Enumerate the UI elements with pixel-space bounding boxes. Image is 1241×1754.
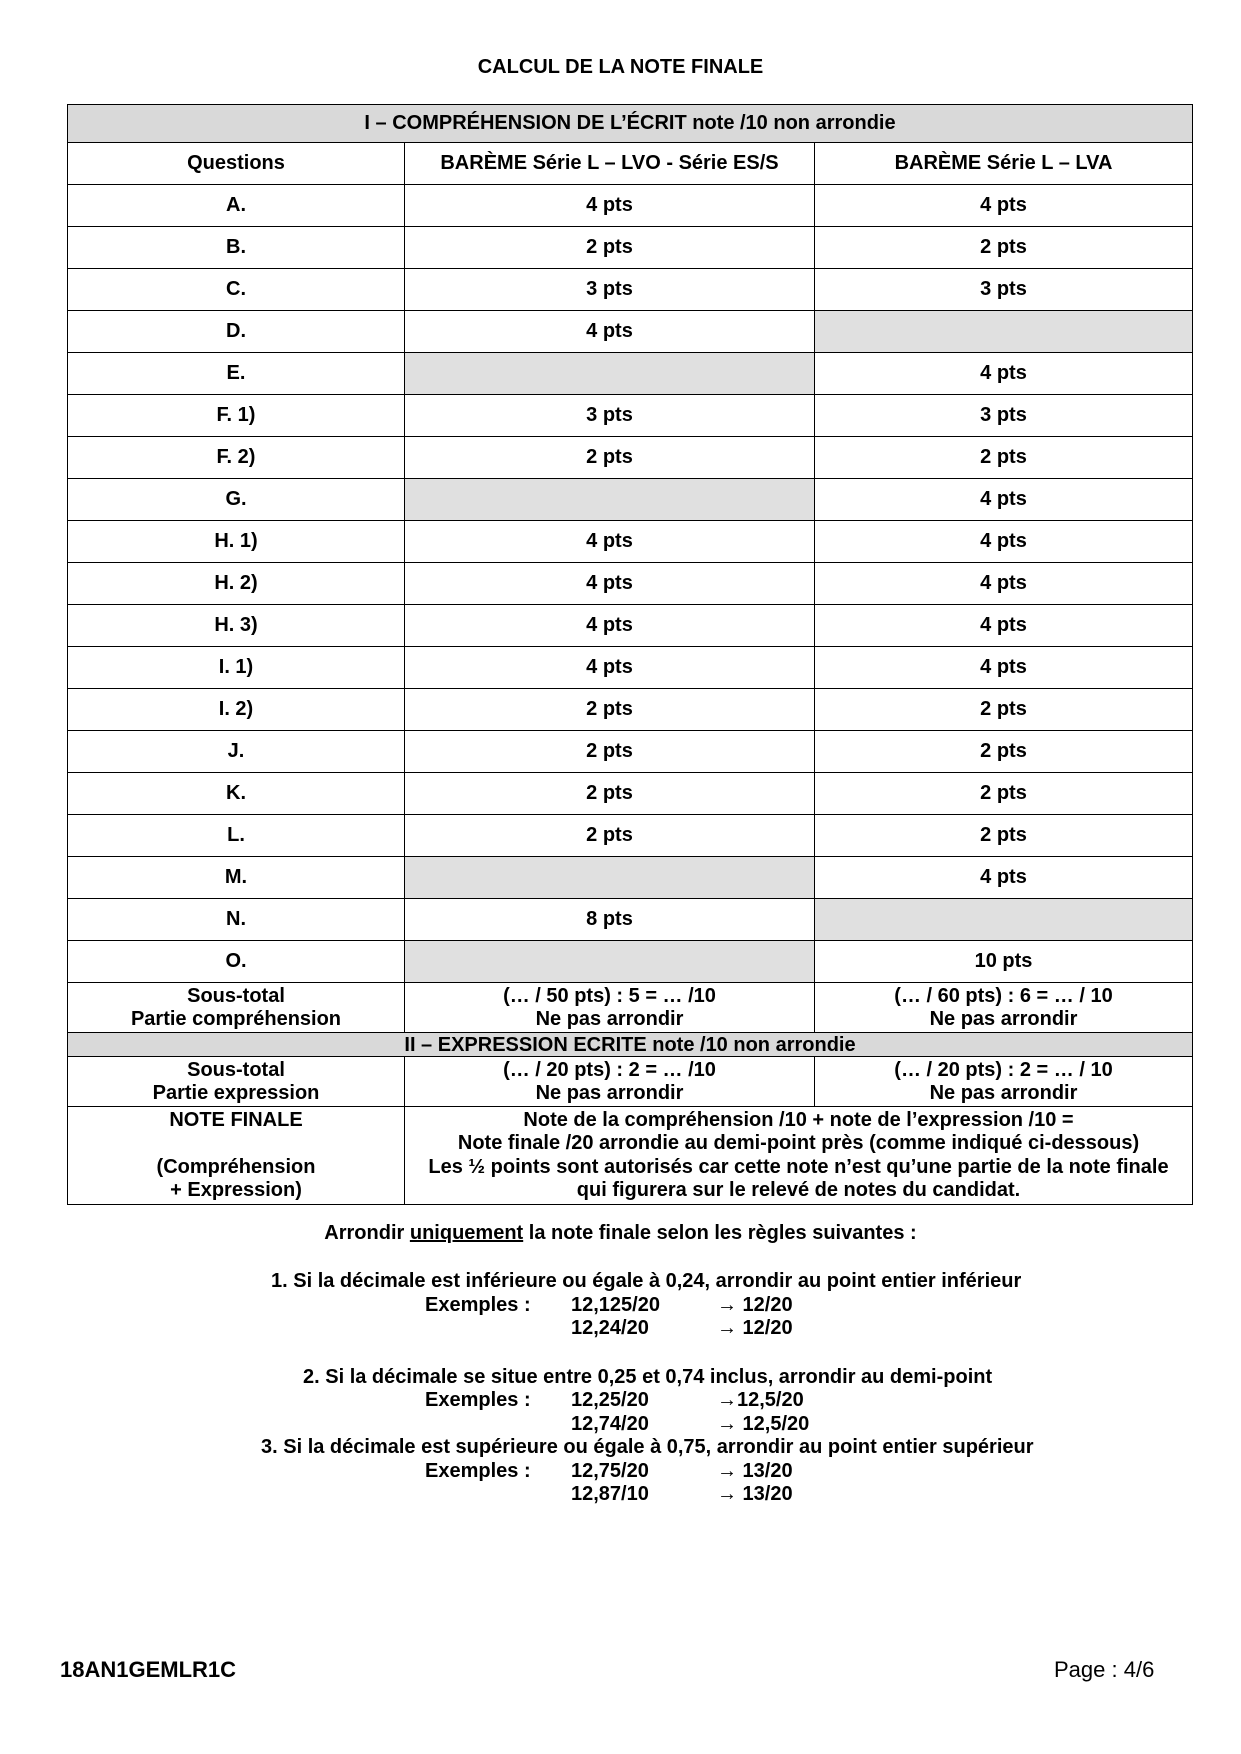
subtotal-expression-lva xyxy=(815,1057,1193,1107)
final-label-line-1: NOTE FINALE xyxy=(169,1108,303,1131)
table-row xyxy=(68,563,1193,605)
intro-text-after: la note finale selon les règles suivantes : xyxy=(523,1222,917,1244)
table-row xyxy=(68,353,1193,395)
table-row xyxy=(68,815,1193,857)
table-row xyxy=(68,605,1193,647)
lva-points-cell: 2 pts xyxy=(815,689,1193,731)
subtotal-comprehension-lva xyxy=(815,983,1193,1033)
document-code: 18AN1GEMLR1C xyxy=(60,1657,237,1682)
lvo-points-cell: 2 pts xyxy=(405,227,815,269)
question-cell: M. xyxy=(68,857,405,899)
subtotal-comprehension-lva-line-2: Ne pas arrondir xyxy=(929,1007,1078,1030)
rule-2-example-1-result: →12,5/20 xyxy=(717,1389,804,1411)
lvo-points-cell: 4 pts xyxy=(405,605,815,647)
lva-points-cell: 4 pts xyxy=(815,479,1193,521)
subtotal-expression-lvo-line-1: (… / 20 pts) : 2 = … /10 xyxy=(503,1058,716,1081)
question-cell: H. 2) xyxy=(68,563,405,605)
subtotal-comprehension-lvo-line-1: (… / 50 pts) : 5 = … /10 xyxy=(503,984,716,1007)
lvo-points-cell: 2 pts xyxy=(405,689,815,731)
question-cell: H. 1) xyxy=(68,521,405,563)
lvo-points-cell: 4 pts xyxy=(405,521,815,563)
lvo-not-applicable-cell xyxy=(405,479,815,521)
question-cell: I. 2) xyxy=(68,689,405,731)
lvo-points-cell: 8 pts xyxy=(405,899,815,941)
rounding-intro xyxy=(0,1222,1241,1245)
rule-3-text: 3. Si la décimale est supérieure ou égale à 0,75, arrondir au point entier supérieur xyxy=(261,1436,1034,1458)
question-cell: D. xyxy=(68,311,405,353)
intro-text-before: Arrondir xyxy=(324,1222,410,1244)
intro-underlined-word: uniquement xyxy=(409,1222,524,1244)
page-title: CALCUL DE LA NOTE FINALE xyxy=(477,56,764,78)
question-cell: A. xyxy=(68,185,405,227)
question-cell: F. 2) xyxy=(68,437,405,479)
table-row xyxy=(68,647,1193,689)
lvo-points-cell: 2 pts xyxy=(405,773,815,815)
question-cell: F. 1) xyxy=(68,395,405,437)
lva-points-cell: 4 pts xyxy=(815,857,1193,899)
question-cell: N. xyxy=(68,899,405,941)
table-row xyxy=(68,689,1193,731)
lva-points-cell: 4 pts xyxy=(815,185,1193,227)
lva-points-cell: 4 pts xyxy=(815,647,1193,689)
rounding-rules xyxy=(0,1222,1241,1505)
subtotal-comprehension-lvo xyxy=(405,983,815,1033)
table-row xyxy=(68,227,1193,269)
rule-1-example-2-result: → 12/20 xyxy=(717,1317,793,1339)
question-cell: O. xyxy=(68,941,405,983)
subtotal-comprehension-label-line-2: Partie compréhension xyxy=(130,1007,342,1030)
table-row xyxy=(68,773,1193,815)
table-row xyxy=(68,521,1193,563)
table-row xyxy=(68,479,1193,521)
lva-points-cell: 4 pts xyxy=(815,353,1193,395)
subtotal-expression-label-line-2: Partie expression xyxy=(152,1081,320,1104)
lvo-points-cell: 4 pts xyxy=(405,311,815,353)
subtotal-comprehension-label xyxy=(68,983,405,1033)
final-instruction-line-1: Note de la compréhension /10 + note de l’expression /10 = xyxy=(523,1108,1074,1131)
lva-points-cell: 4 pts xyxy=(815,605,1193,647)
lva-points-cell: 4 pts xyxy=(815,521,1193,563)
rule-3-example-2-result: → 13/20 xyxy=(717,1483,793,1505)
table-row xyxy=(68,437,1193,479)
lva-points-cell: 3 pts xyxy=(815,269,1193,311)
section-header-expression xyxy=(68,1033,1193,1057)
rule-2-examples-label: Exemples : xyxy=(425,1389,531,1411)
question-cell: L. xyxy=(68,815,405,857)
rule-1-example-1-value: 12,125/20 xyxy=(571,1294,660,1316)
lvo-not-applicable-cell xyxy=(405,857,815,899)
final-grade-row xyxy=(68,1107,1193,1205)
table-row xyxy=(68,395,1193,437)
rule-3-example-2-value: 12,87/10 xyxy=(571,1483,649,1505)
lvo-points-cell: 4 pts xyxy=(405,563,815,605)
question-cell: H. 3) xyxy=(68,605,405,647)
rule-1-example-1-result: → 12/20 xyxy=(717,1294,793,1316)
lva-not-applicable-cell xyxy=(815,311,1193,353)
lvo-points-cell: 4 pts xyxy=(405,647,815,689)
final-label-line-3: + Expression) xyxy=(170,1179,302,1201)
final-instruction-line-4: qui figurera sur le relevé de notes du candidat. xyxy=(576,1179,1021,1201)
table-row xyxy=(68,731,1193,773)
lvo-not-applicable-cell xyxy=(405,353,815,395)
rule-1-text: 1. Si la décimale est inférieure ou égale à 0,24, arrondir au point entier inférieur xyxy=(271,1270,1022,1292)
subtotal-comprehension-label-line-1: Sous-total xyxy=(187,984,285,1007)
subtotal-comprehension-lva-line-1: (… / 60 pts) : 6 = … / 10 xyxy=(894,984,1113,1007)
lvo-points-cell: 2 pts xyxy=(405,731,815,773)
lva-not-applicable-cell xyxy=(815,899,1193,941)
question-cell: C. xyxy=(68,269,405,311)
table-row xyxy=(68,857,1193,899)
question-cell: J. xyxy=(68,731,405,773)
rule-1-examples-label: Exemples : xyxy=(425,1294,531,1316)
final-label-spacer xyxy=(72,1132,400,1156)
final-grade-label xyxy=(68,1107,405,1205)
lva-points-cell: 2 pts xyxy=(815,227,1193,269)
column-header-row xyxy=(68,143,1193,185)
subtotal-comprehension-lvo-line-2: Ne pas arrondir xyxy=(535,1007,684,1030)
column-header-lvo: BARÈME Série L – LVO - Série ES/S xyxy=(405,143,815,185)
question-cell: G. xyxy=(68,479,405,521)
lva-points-cell: 10 pts xyxy=(815,941,1193,983)
subtotal-expression-lvo xyxy=(405,1057,815,1107)
rule-2-example-2-result: → 12,5/20 xyxy=(717,1413,810,1435)
grading-table xyxy=(67,104,1193,1205)
question-cell: I. 1) xyxy=(68,647,405,689)
lvo-points-cell: 2 pts xyxy=(405,437,815,479)
subtotal-expression-label-line-1: Sous-total xyxy=(187,1058,285,1081)
lvo-not-applicable-cell xyxy=(405,941,815,983)
subtotal-expression-label xyxy=(68,1057,405,1107)
column-header-lva: BARÈME Série L – LVA xyxy=(815,143,1193,185)
final-label-line-2: (Compréhension xyxy=(156,1155,316,1178)
subtotal-expression-lva-line-2: Ne pas arrondir xyxy=(929,1081,1078,1104)
section-header-comprehension xyxy=(68,105,1193,143)
table-row xyxy=(68,269,1193,311)
subtotal-comprehension-row xyxy=(68,983,1193,1033)
rule-2-example-1-value: 12,25/20 xyxy=(571,1389,649,1411)
rule-1-example-2-value: 12,24/20 xyxy=(571,1317,649,1339)
column-header-questions: Questions xyxy=(68,143,405,185)
lva-points-cell: 2 pts xyxy=(815,731,1193,773)
section-title: II – EXPRESSION ECRITE note /10 non arrondie xyxy=(68,1033,1193,1057)
table-row xyxy=(68,899,1193,941)
question-cell: B. xyxy=(68,227,405,269)
final-instruction-line-3: Les ½ points sont autorisés car cette note n’est qu’une partie de la note finale xyxy=(428,1155,1169,1178)
subtotal-expression-lvo-line-2: Ne pas arrondir xyxy=(535,1081,684,1104)
lva-points-cell: 2 pts xyxy=(815,815,1193,857)
question-cell: E. xyxy=(68,353,405,395)
rule-3-examples-label: Exemples : xyxy=(425,1460,531,1482)
final-grade-instructions xyxy=(405,1107,1193,1205)
lva-points-cell: 2 pts xyxy=(815,437,1193,479)
final-instruction-line-2: Note finale /20 arrondie au demi-point près (comme indiqué ci-dessous) xyxy=(457,1132,1140,1154)
lvo-points-cell: 2 pts xyxy=(405,815,815,857)
subtotal-expression-lva-line-1: (… / 20 pts) : 2 = … / 10 xyxy=(894,1058,1113,1081)
lvo-points-cell: 3 pts xyxy=(405,269,815,311)
table-row xyxy=(68,185,1193,227)
lva-points-cell: 4 pts xyxy=(815,563,1193,605)
rule-3-example-1-result: → 13/20 xyxy=(717,1460,793,1482)
page-number: Page : 4/6 xyxy=(1054,1657,1155,1682)
rule-3-example-1-value: 12,75/20 xyxy=(571,1460,649,1482)
lva-points-cell: 2 pts xyxy=(815,773,1193,815)
lva-points-cell: 3 pts xyxy=(815,395,1193,437)
table-row xyxy=(68,311,1193,353)
section-title: I – COMPRÉHENSION DE L’ÉCRIT note /10 non arrondie xyxy=(68,105,1193,143)
question-cell: K. xyxy=(68,773,405,815)
lvo-points-cell: 4 pts xyxy=(405,185,815,227)
subtotal-expression-row xyxy=(68,1057,1193,1107)
rule-2-example-2-value: 12,74/20 xyxy=(571,1413,649,1435)
table-row xyxy=(68,941,1193,983)
rule-2-text: 2. Si la décimale se situe entre 0,25 et 0,74 inclus, arrondir au demi-point xyxy=(303,1366,993,1388)
lvo-points-cell: 3 pts xyxy=(405,395,815,437)
